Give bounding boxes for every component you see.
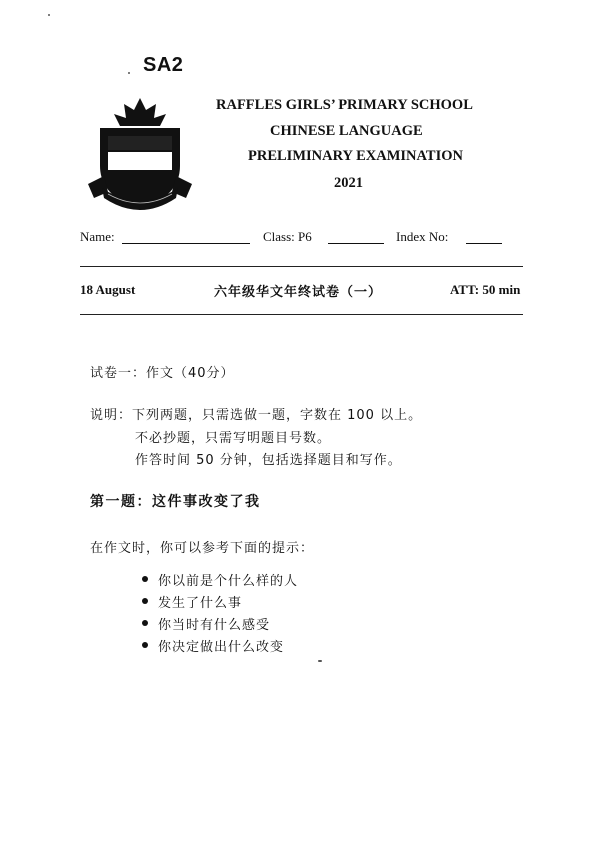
scan-speck [128, 72, 130, 74]
class-field[interactable] [328, 243, 384, 244]
hint-text: 发生了什么事 [158, 595, 243, 611]
exam-duration: ATT: 50 min [450, 282, 521, 297]
paper-title: 六年级华文年终试卷（一） [214, 285, 383, 300]
scan-speck [318, 660, 322, 662]
exam-year: 2021 [334, 175, 363, 191]
bullet-icon [142, 642, 148, 648]
exam-tag: SA2 [143, 54, 184, 76]
hint-text: 你决定做出什么改变 [158, 639, 285, 655]
hint-text: 你以前是个什么样的人 [158, 573, 299, 589]
prompt-intro: 在作文时，你可以参考下面的提示： [90, 541, 315, 556]
bullet-icon [142, 576, 148, 582]
paper-heading: 试卷一：作文（40分） [90, 366, 235, 381]
header-divider-top [80, 266, 523, 267]
instruction-line-3: 作答时间 50 分钟，包括选择题目和写作。 [135, 453, 402, 468]
name-field[interactable] [122, 243, 250, 244]
name-label: Name: [80, 229, 115, 244]
hint-item [142, 590, 298, 612]
index-label: Index No: [396, 229, 449, 244]
hint-list [142, 568, 298, 656]
hint-item [142, 634, 298, 656]
hint-item [142, 568, 298, 590]
subject-name: CHINESE LANGUAGE [270, 123, 423, 139]
bullet-icon [142, 620, 148, 626]
exam-name: PRELIMINARY EXAMINATION [248, 148, 463, 164]
class-label: Class: P6 [263, 229, 312, 244]
header-divider-bottom [80, 314, 523, 315]
bullet-icon [142, 598, 148, 604]
instruction-line-2: 不必抄题，只需写明题目号数。 [135, 431, 332, 446]
school-crest-logo [86, 96, 194, 218]
scan-speck [48, 14, 50, 16]
school-name: RAFFLES GIRLS’ PRIMARY SCHOOL [216, 97, 473, 113]
exam-date: 18 August [80, 282, 136, 297]
hint-item [142, 612, 298, 634]
hint-text: 你当时有什么感受 [158, 617, 271, 633]
question-title: 第一题：这件事改变了我 [90, 494, 261, 510]
instruction-line-1: 说明：下列两题，只需选做一题，字数在 100 以上。 [90, 408, 423, 423]
index-field[interactable] [466, 243, 502, 244]
